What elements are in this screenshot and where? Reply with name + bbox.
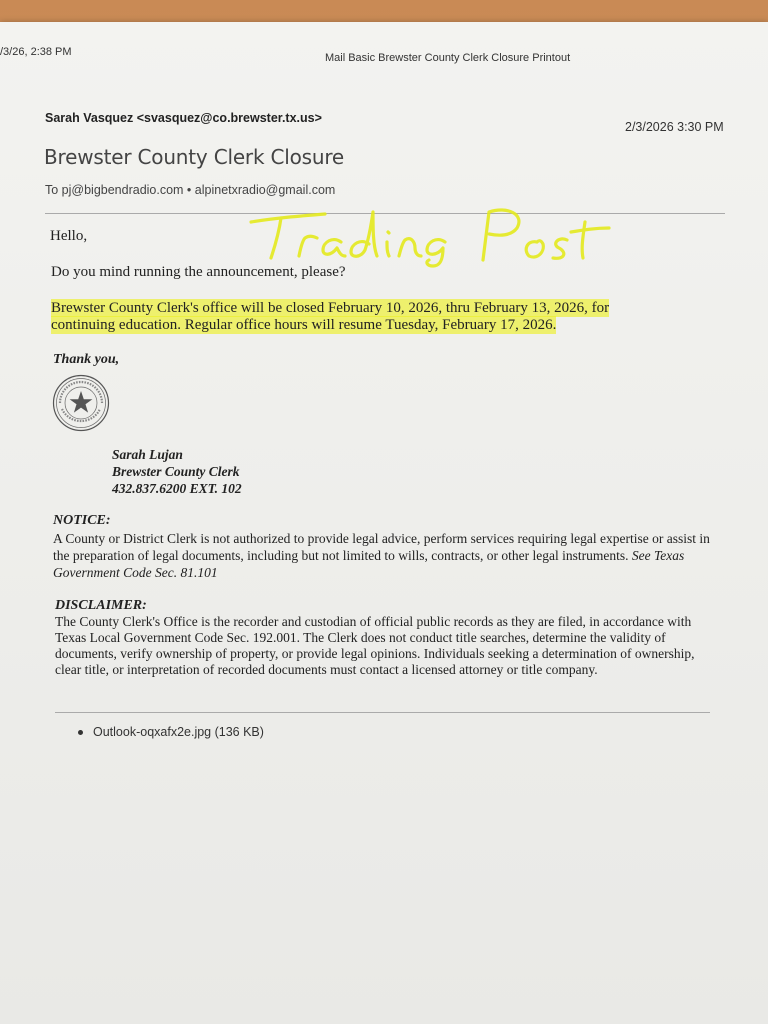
- notice-body: [53, 530, 718, 581]
- announcement-highlight: Brewster County Clerk's office will be closed February 10, 2026, thru February 13, 2026, for continuing education. Regular office hours will resume Tuesday, February 17, 2026.: [51, 300, 610, 333]
- email-sender: Sarah Vasquez <svasquez@co.brewster.tx.us>: [45, 111, 322, 125]
- footer-divider: [55, 712, 710, 713]
- request-line: Do you mind running the announcement, please?: [51, 264, 346, 280]
- signature-title: Brewster County Clerk: [112, 464, 240, 479]
- attachment-label: Outlook-oqxafx2e.jpg (136 KB): [93, 725, 264, 739]
- disclaimer-body: The County Clerk's Office is the recorder and custodian of official public records as they are filed, in accordance with Texas Local Government Code Sec. 192.001. The Clerk does not conduct title searches, determine the validity of documents, verify ownership of property, or provide legal opinions. Individuals seeking a determination of ownership, clear title, or interpretation of recorded documents must contact a licensed attorney or title company.: [55, 614, 695, 677]
- email-subject: Brewster County Clerk Closure: [44, 145, 345, 169]
- county-seal-icon: [52, 374, 110, 432]
- announcement: [51, 300, 671, 334]
- attachment-item[interactable]: [78, 725, 264, 739]
- signature-phone: 432.837.6200 EXT. 102: [112, 481, 242, 496]
- print-title: Mail Basic Brewster County Clerk Closure Printout: [325, 52, 571, 64]
- signature-name: Sarah Lujan: [112, 447, 183, 462]
- printed-page: [0, 22, 768, 1024]
- closing: Thank you,: [53, 352, 120, 367]
- notice-text: A County or District Clerk is not authorized to provide legal advice, perform services requiring legal expertise or assist in the preparation of legal documents, including but not limited to wills, contracts, or other legal instruments.: [53, 531, 710, 563]
- email-date: 2/3/2026 3:30 PM: [625, 120, 724, 134]
- notice-heading: NOTICE:: [53, 513, 111, 528]
- signature-block: [112, 446, 242, 497]
- disclaimer-heading: DISCLAIMER:: [55, 598, 147, 613]
- bullet-icon: [78, 730, 83, 735]
- greeting: Hello,: [50, 228, 88, 244]
- notice-citation: See Texas Government Code Sec. 81.101: [53, 548, 685, 580]
- handwritten-annotation: [245, 198, 615, 268]
- email-recipients: To pj@bigbendradio.com • alpinetxradio@gmail.com: [45, 183, 336, 197]
- print-timestamp: /3/26, 2:38 PM: [0, 46, 72, 58]
